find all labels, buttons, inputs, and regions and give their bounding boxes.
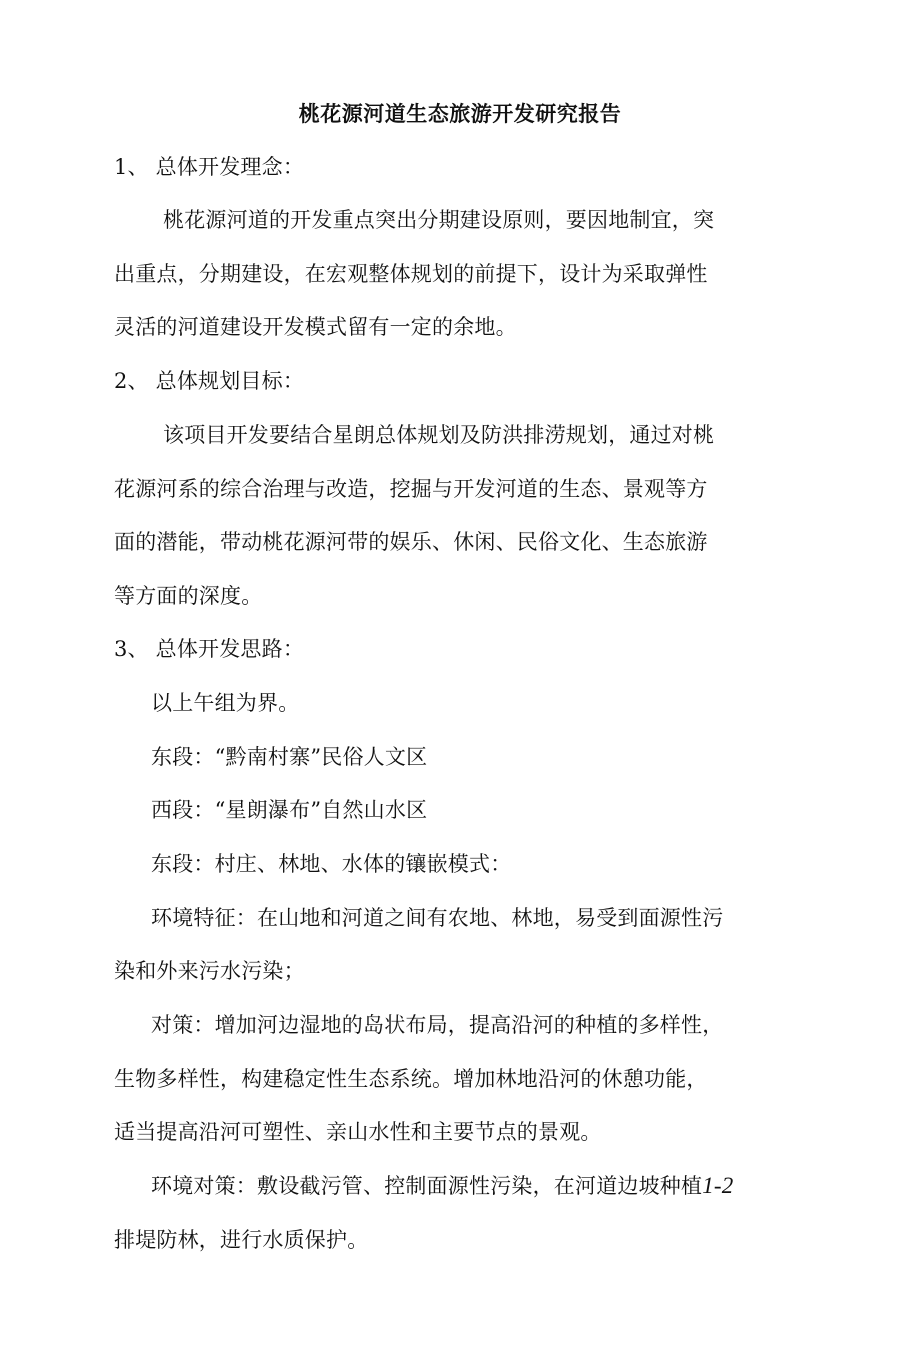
row-count-text: 1-2 [702, 1173, 734, 1198]
paragraph-line [151, 1171, 733, 1201]
paragraph-line: 排堤防林，进行水质保护。 [114, 1228, 369, 1252]
paragraph-line: 该项目开发要结合星朗总体规划及防洪排涝规划，通过对桃 [163, 423, 715, 447]
paragraph-line: 东段：“黔南村寨”民俗人文区 [151, 745, 428, 769]
paragraph-line: 生物多样性，构建稳定性生态系统。增加林地沿河的休憩功能， [114, 1067, 708, 1091]
paragraph-line: 灵活的河道建设开发模式留有一定的余地。 [114, 315, 517, 339]
paragraph-line: 花源河系的综合治理与改造，挖掘与开发河道的生态、景观等方 [114, 477, 708, 501]
section-heading-3: 3、 总体开发思路： [114, 637, 305, 661]
paragraph-line: 出重点，分期建设，在宏观整体规划的前提下，设计为采取弹性 [114, 262, 708, 286]
section-heading-1: 1、 总体开发理念： [114, 155, 305, 179]
paragraph-line-text: 环境对策：敷设截污管、控制面源性污染，在河道边坡种植 [151, 1174, 703, 1198]
document-title: 桃花源河道生态旅游开发研究报告 [298, 102, 622, 126]
paragraph-line: 西段：“星朗瀑布”自然山水区 [151, 798, 428, 822]
paragraph-line: 桃花源河道的开发重点突出分期建设原则，要因地制宜，突 [163, 208, 715, 232]
section-heading-2: 2、 总体规划目标： [114, 369, 305, 393]
paragraph-line: 适当提高沿河可塑性、亲山水性和主要节点的景观。 [114, 1120, 602, 1144]
paragraph-line: 以上午组为界。 [151, 691, 300, 715]
paragraph-line: 面的潜能，带动桃花源河带的娱乐、休闲、民俗文化、生态旅游 [114, 530, 708, 554]
paragraph-line: 环境特征：在山地和河道之间有农地、林地，易受到面源性污 [151, 906, 724, 930]
paragraph-line: 对策：增加河边湿地的岛状布局，提高沿河的种植的多样性， [151, 1013, 724, 1037]
paragraph-line: 东段：村庄、林地、水体的镶嵌模式： [151, 852, 512, 876]
paragraph-line: 染和外来污水污染； [114, 959, 305, 983]
paragraph-line: 等方面的深度。 [114, 584, 263, 608]
